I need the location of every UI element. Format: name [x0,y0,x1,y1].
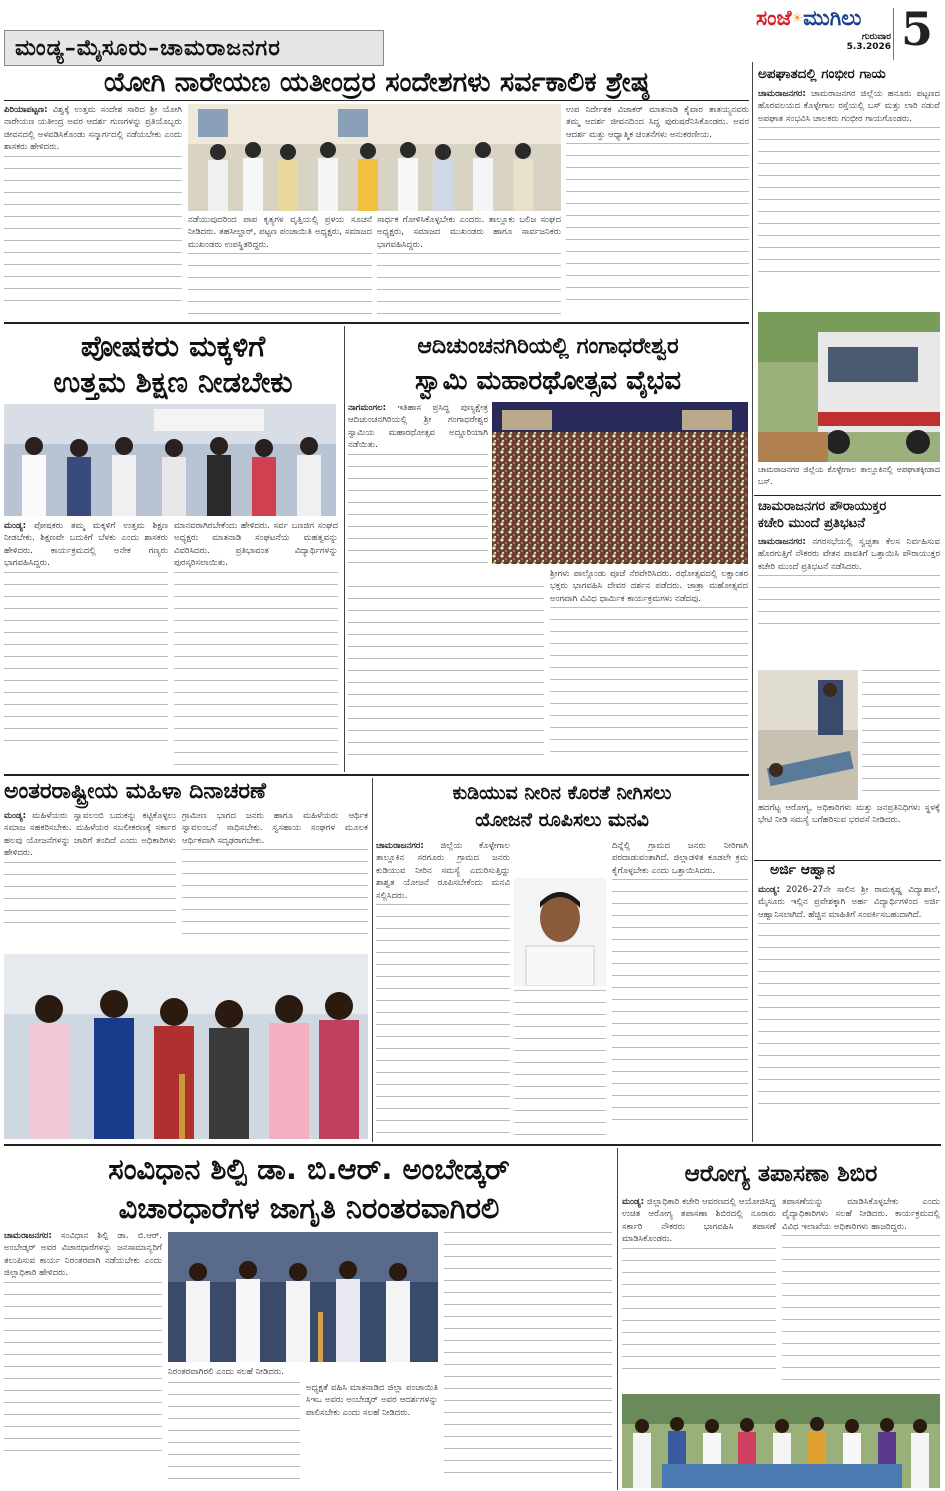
article-1-text-lines [566,143,749,303]
article-2-text-lines [4,572,168,752]
article-8-text-lines [514,990,606,1135]
article-1-text-lines [188,253,372,319]
article-8-text-lines [376,904,510,1134]
article-9-photo [168,1232,438,1362]
divider [754,495,941,496]
article-10-body-2: ತಪಾಸಣೆಯನ್ನು ಮಾಡಿಸಿಕೊಳ್ಳಬೇಕು ಎಂದು ವೈದ್ಯಾಧಿಕಾರಿಗಳು ಸಲಹೆ ನೀಡಿದರು. ಕಾರ್ಯಕ್ರಮದಲ್ಲಿ ವಿವಿಧ ಇಲಾಖೆಯ ಅಧಿಕಾರಿಗಳು ಹಾಜರಿದ್ದರು. [782,1197,940,1232]
article-4-text-lines [758,127,940,277]
article-8-col-1 [376,840,510,1140]
article-2-lead: ಪೋಷಕರು ತಮ್ಮ ಮಕ್ಕಳಿಗೆ ಉತ್ತಮ ಶಿಕ್ಷಣ ನೀಡಬೇಕು. ಶಿಕ್ಷಣವೇ ಬದುಕಿಗೆ ಬೆಳಕು ಎಂದು ಶಾಸಕರು ಹೇಳಿದರು. ಕಾರ್ಯಕ್ರಮದಲ್ಲಿ ಅನೇಕ ಗಣ್ಯರು ಭಾಗವಹಿಸಿದ್ದರು. [4,521,168,569]
article-8-headline-line-1: ಕುಡಿಯುವ ನೀರಿನ ಕೊರತೆ ನೀಗಿಸಲು [452,782,672,804]
article-5-text [758,536,940,666]
article-10-lead: ಜಿಲ್ಲಾಧಿಕಾರಿ ಕಚೇರಿ ಆವರಣದಲ್ಲಿ ಆಯೋಜಿಸಿದ್ದ ಉಚಿತ ಆರೋಗ್ಯ ತಪಾಸಣಾ ಶಿಬಿರದಲ್ಲಿ ನೂರಾರು ಸರ್ಕಾರಿ ನೌಕರರು ಭಾಗವಹಿಸಿ ತಪಾಸಣೆ ಮಾಡಿಸಿಕೊಂಡರು. [622,1197,776,1245]
article-8-lead: ಜಿಲ್ಲೆಯ ಕೊಳ್ಳೇಗಾಲ ತಾಲ್ಲೂಕಿನ ಸರಗೂರು ಗ್ರಾಮದ ಜನರು ಕುಡಿಯುವ ನೀರಿನ ಸಮಸ್ಯೆ ಎದುರಿಸುತ್ತಿದ್ದು ಶಾಶ್ವತ ಯೋಜನೆ ರೂಪಿಸಬೇಕೆಂದು ಮನವಿ ಸಲ್ಲಿಸಿದರು. [376,841,510,901]
article-8-col-3 [612,840,748,1140]
sun-icon: ☀ [791,11,804,27]
article-9-caption: ನಿರಂತರವಾಗಿರಲಿ ಎಂದು ಸಲಹೆ ನೀಡಿದರು. [168,1367,284,1377]
divider [4,1144,941,1146]
section-banner: ಮಂಡ್ಯ–ಮೈಸೂರು–ಚಾಮರಾಜನಗರ [4,30,384,66]
article-5-headline [758,498,940,532]
article-9-text-lines [168,1382,300,1484]
article-2-col-2 [174,520,338,770]
article-10-photo [622,1394,940,1488]
column-divider [372,778,373,1142]
article-7-headline: ಅಂತರರಾಷ್ಟ್ರೀಯ ಮಹಿಳಾ ದಿನಾಚರಣೆ [4,779,267,804]
article-3-col-3 [550,568,748,770]
column-divider [617,1148,618,1490]
article-1-body-3: ನಡೆಯುವುದರಿಂದ ಪಾಪ ಕೃತ್ಯಗಳ ವೃತ್ತಿಯಲ್ಲಿ ಪ್ರಳಯ ಸೂಚನೆ ನೀಡಿದರು. ತಹಸೀಲ್ದಾರ್, ಪಟ್ಟಣ ಪಂಚಾಯಿತಿ ಅಧ್ಯಕ್ಷರು, ಸಮಾಜದ ಮುಖಂಡರು ಉಪಸ್ಥಿತರಿದ್ದರು. [188,215,372,250]
article-9-headline-line-1: ಸಂವಿಧಾನ ಶಿಲ್ಪಿ ಡಾ. ಬಿ.ಆರ್. ಅಂಬೇಡ್ಕರ್ [108,1152,510,1186]
article-3-col-2 [348,586,544,770]
masthead-day: ಗುರುವಾರ [861,32,891,42]
article-5-headline-line-1: ಚಾಮರಾಜನಗರ ಪೌರಾಯುಕ್ತರ [758,499,887,514]
article-3-headline-line-2: ಸ್ವಾಮಿ ಮಹಾರಥೋತ್ಸವ ವೈಭವ [414,366,682,396]
article-3-dateline: ನಾಗಮಂಗಲ: [348,403,387,413]
article-7-col-2 [182,810,368,950]
article-10-text-lines [622,1248,776,1378]
article-8-headline-line-2: ಯೋಜನೆ ರೂಪಿಸಲು ಮನವಿ [475,809,649,831]
article-9-dateline: ಚಾಮರಾಜನಗರ: [4,1231,52,1241]
article-1-col-3 [377,214,561,319]
article-10-text-lines [782,1235,940,1385]
article-10-col-1 [622,1196,776,1390]
article-9-headline-line-2: ವಿಚಾರಧಾರೆಗಳ ಜಾಗೃತಿ ನಿರಂತರವಾಗಿರಲಿ [118,1191,500,1225]
article-1-col-1 [4,104,182,319]
article-1-body-2: ಉಪ ನಿರ್ದೇಶಕ ವಿಜಾಕರ್ ಮಾತನಾಡಿ ಕೈವಾರ ತಾತಯ್ಯನವರು ತಮ್ಮ ಆದರ್ಶ ಜೀವನದಿಂದ ಸಿದ್ಧ ಪುರುಷರೆನಿಸಿಕೊಂಡರು. ಅವರ ಆದರ್ಶ ಮತ್ತು ಆಧ್ಯಾತ್ಮಿಕ ಚಿಂತನೆಗಳು ಅನುಕರಣೀಯ. [566,105,749,140]
article-9-body-2: ಅಧ್ಯಕ್ಷತೆ ವಹಿಸಿ ಮಾತನಾಡಿದ ಜಿಲ್ಲಾ ಪಂಚಾಯಿತಿ ಸಿಇಒ ಅವರು ಅಂಬೇಡ್ಕರ್ ಅವರ ಆದರ್ಶಗಳನ್ನು ಪಾಲಿಸಬೇಕು ಎಂದು ಸಲಹೆ ನೀಡಿದರು. [306,1383,438,1418]
article-3-body-2: ಶ್ರೀಗಳು ಪಾಲ್ಗೊಂಡು ಪೂಜೆ ನೆರವೇರಿಸಿದರು. ರಥೋತ್ಸವದಲ್ಲಿ ಲಕ್ಷಾಂತರ ಭಕ್ತರು ಭಾಗವಹಿಸಿ ದೇವರ ದರ್ಶನ ಪಡೆದರು. ಜಾತ್ರಾ ಮಹೋತ್ಸವದ ಅಂಗವಾಗಿ ವಿವಿಧ ಧಾರ್ಮಿಕ ಕಾರ್ಯಕ್ರಮಗಳು ನಡೆದವು. [550,569,748,604]
article-6-text-lines [758,923,940,1113]
article-5-photo [758,670,858,800]
article-10-headline: ಆರೋಗ್ಯ ತಪಾಸಣಾ ಶಿಬಿರ [684,1161,878,1187]
page-number: 5 [901,2,934,56]
article-2-dateline: ಮಂಡ್ಯ: [4,521,27,531]
divider [4,100,749,101]
masthead-logo [756,6,891,58]
article-1-col-4 [566,104,749,319]
article-9-lead: ಸಂವಿಧಾನ ಶಿಲ್ಪಿ ಡಾ. ಬಿ.ಆರ್. ಅಂಬೇಡ್ಕರ್ ಅವರ ವಿಚಾರಧಾರೆಗಳನ್ನು ಜನಸಾಮಾನ್ಯರಿಗೆ ತಲುಪಿಸುವ ಕಾರ್ಯ ನಿರಂತರವಾಗಿ ನಡೆಯಬೇಕು ಎಂದು ಜಿಲ್ಲಾಧಿಕಾರಿ ಹೇಳಿದರು. [4,1231,162,1279]
logo-part-1: ಸಂಜೆ [756,6,792,30]
article-8-headline [376,780,748,834]
article-9-text-lines [444,1232,612,1484]
article-5-dateline: ಚಾಮರಾಜನಗರ: [758,537,806,547]
article-8-portrait [514,878,606,986]
article-4-headline: ಅಪಘಾತದಲ್ಲಿ ಗಂಭೀರ ಗಾಯ [758,66,886,82]
article-5-lead: ನಗರಸಭೆಯಲ್ಲಿ ಸ್ವಚ್ಛತಾ ಕೆಲಸ ನಿರ್ವಹಿಸುವ ಹೊರಗುತ್ತಿಗೆ ನೌಕರರು ವೇತನ ಪಾವತಿಗೆ ಒತ್ತಾಯಿಸಿ ಪೌರಾಯುಕ್ತರ ಕಚೇರಿ ಮುಂದೆ ಪ್ರತಿಭಟನೆ ನಡೆಸಿದರು. [758,537,940,572]
article-1-text-lines [377,253,561,319]
article-2-headline-line-1: ಪೋಷಕರು ಮಕ್ಕಳಿಗೆ [80,329,266,363]
divider [4,774,749,776]
article-1-photo [188,104,561,211]
article-9-col-2 [168,1382,300,1488]
column-divider [344,326,345,772]
masthead-date: 5.3.2026 [846,42,891,52]
article-5-body-2: ಹದಗೆಟ್ಟ ಆರೋಗ್ಯ, ಅಧಿಕಾರಿಗಳು ಮತ್ತು ಜನಪ್ರತಿನಿಧಿಗಳು ಸ್ಥಳಕ್ಕೆ ಭೇಟಿ ನೀಡಿ ಸಮಸ್ಯೆ ಬಗೆಹರಿಸುವ ಭರವಸೆ ನೀಡಿದರು. [758,803,940,826]
article-5-side-text [862,670,940,800]
article-3-headline-line-1: ಆದಿಚುಂಚನಗಿರಿಯಲ್ಲಿ ಗಂಗಾಧರೇಶ್ವರ [417,334,679,359]
article-7-text-lines [182,849,368,944]
article-4-caption: ಚಾಮರಾಜನಗರ ಜಿಲ್ಲೆಯ ಕೊಳ್ಳೇಗಾಲ ತಾಲ್ಲೂಕಿನಲ್ಲಿ ಅಪಘಾತಕ್ಕೀಡಾದ ಬಸ್. [758,465,940,487]
article-2-text-lines [174,572,338,770]
article-1-body-4: ಸಾರ್ಥಕ ಗೋಳಿಸಿಕೊಳ್ಳಬೇಕು ಎಂದರು. ತಾಲ್ಲೂಕು ಬಲಿಜ ಸಂಘದ ಅಧ್ಯಕ್ಷರು, ಸಮಾಜದ ಮುಖಂಡರು ಹಾಗೂ ಸಾರ್ವಜನಿಕರು ಭಾಗವಹಿಸಿದ್ದರು. [377,215,561,250]
article-7-dateline: ಮಂಡ್ಯ: [4,811,27,821]
article-2-photo [4,404,336,516]
article-8-col-2 [514,990,606,1140]
divider [754,860,941,861]
article-3-text-lines [550,607,748,757]
article-2-col-1 [4,520,168,770]
article-5-headline-line-2: ಕಚೇರಿ ಮುಂದೆ ಪ್ರತಿಭಟನೆ [758,516,865,531]
article-9-col-4 [444,1232,612,1488]
masthead-divider [893,8,894,60]
article-5-text-lines [758,575,940,635]
article-10-col-2 [782,1196,940,1390]
article-5-text-lines [862,670,940,795]
divider [4,322,749,324]
article-7-text-lines [4,862,176,932]
article-4-dateline: ಚಾಮರಾಜನಗರ: [758,89,806,99]
article-3-text-lines [348,454,488,564]
article-7-lead: ಮಹಿಳೆಯರು ಸ್ವಾವಲಂಬಿ ಬದುಕನ್ನು ಕಟ್ಟಿಕೊಳ್ಳಲು ಸಮಾಜ ಸಹಕರಿಸಬೇಕು. ಮಹಿಳೆಯರ ಸಬಲೀಕರಣಕ್ಕೆ ಸರ್ಕಾರ ಹಲವು ಯೋಜನೆಗಳನ್ನು ಜಾರಿಗೆ ತಂದಿದೆ ಎಂದು ಅಧಿಕಾರಿಗಳು ಹೇಳಿದರು. [4,811,176,859]
article-2-body-2: ಮಾನವರಾಗಿರಬೇಕೆಂದು ಹೇಳಿದರು. ಸರ್ವ ಬಣಜಿಗ ಸಂಘದ ಅಧ್ಯಕ್ಷರು ಮಾತನಾಡಿ ಸಂಘಟನೆಯ ಮಹತ್ವವನ್ನು ವಿವರಿಸಿದರು. ಪ್ರತಿಭಾವಂತ ವಿದ್ಯಾರ್ಥಿಗಳನ್ನು ಪುರಸ್ಕರಿಸಲಾಯಿತು. [174,521,338,569]
article-8-dateline: ಚಾಮರಾಜನಗರ: [376,841,424,851]
article-9-headline [4,1150,614,1228]
article-7-body-2: ಗ್ರಾಮೀಣ ಭಾಗದ ಜನರು ಹಾಗೂ ಮಹಿಳೆಯರು ಆರ್ಥಿಕ ಸ್ವಾವಲಂಬನೆ ಸಾಧಿಸಬೇಕು. ಸ್ವಸಹಾಯ ಸಂಘಗಳ ಮೂಲಕ ಆರ್ಥಿಕವಾಗಿ ಸದೃಢರಾಗಬೇಕು. [182,811,368,846]
article-1-col-2 [188,214,372,319]
article-9-text-lines [4,1282,162,1462]
article-3-col-1 [348,402,488,582]
column-divider [752,62,753,1142]
article-6-lead: 2026–27ನೇ ಸಾಲಿನ ಶ್ರೀ ರಾಮಕೃಷ್ಣ ವಿದ್ಯಾಶಾಲೆ, ಮೈಸೂರು ಇಲ್ಲಿನ ಪ್ರವೇಶಕ್ಕಾಗಿ ಅರ್ಹ ವಿದ್ಯಾರ್ಥಿಗಳಿಂದ ಅರ್ಜಿ ಆಹ್ವಾನಿಸಲಾಗಿದೆ. ಹೆಚ್ಚಿನ ಮಾಹಿತಿಗೆ ಸಂಪರ್ಕಿಸಬಹುದಾಗಿದೆ. [758,885,940,920]
article-4-photo [758,312,940,462]
article-4-lead: ಚಾಮರಾಜನಗರ ಜಿಲ್ಲೆಯ ಹನೂರು ಪಟ್ಟಣದ ಹೊರವಲಯದ ಕೊಳ್ಳೇಗಾಲ ರಸ್ತೆಯಲ್ಲಿ ಬಸ್ ಮತ್ತು ಲಾರಿ ನಡುವೆ ಅಪಘಾತ ಸಂಭವಿಸಿ ಚಾಲಕರು ಗಂಭೀರ ಗಾಯಗೊಂಡರು. [758,89,940,124]
article-9-col-1 [4,1230,162,1488]
article-8-text-lines [612,879,748,1129]
article-1-dateline: ಪಿರಿಯಾಪಟ್ಟಣ: [4,105,48,115]
article-1-text-lines [4,156,182,306]
article-1-headline: ಯೋಗಿ ನಾರೇಯಣ ಯತೀಂದ್ರರ ಸಂದೇಶಗಳು ಸರ್ವಕಾಲಿಕ ಶ್ರೇಷ್ಠ [103,67,650,98]
article-7-col-1 [4,810,176,950]
article-6-text [758,884,940,1139]
article-7-photo [4,954,368,1139]
article-3-lead: ಇತಿಹಾಸ ಪ್ರಸಿದ್ಧ ಪುಣ್ಯಕ್ಷೇತ್ರ ಆದಿಚುಂಚನಗಿರಿಯಲ್ಲಿ ಶ್ರೀ ಗಂಗಾಧರೇಶ್ವರ ಸ್ವಾಮಿಯ ಮಹಾರಥೋತ್ಸವ ಅದ್ದೂರಿಯಾಗಿ ನಡೆಯಿತು. [348,403,488,451]
article-4-text [758,88,940,310]
article-2-headline-line-2: ಉತ್ತಮ ಶಿಕ್ಷಣ ನೀಡಬೇಕು [53,365,293,399]
article-3-text-lines [348,586,544,766]
article-2-headline [4,328,342,400]
article-6-dateline: ಮಂಡ್ಯ: [758,885,781,895]
article-10-dateline: ಮಂಡ್ಯ: [622,1197,645,1207]
article-8-body-2: ದಿನ್ನೆಲ್ಲಿ ಗ್ರಾಮದ ಜನರು ನೀರಿಗಾಗಿ ಪರದಾಡುವಂತಾಗಿದೆ. ಜಿಲ್ಲಾಡಳಿತ ಕೂಡಲೇ ಕ್ರಮ ಕೈಗೊಳ್ಳಬೇಕು ಎಂದು ಒತ್ತಾಯಿಸಿದರು. [612,841,748,876]
article-1-lead: ವಿಶ್ವಕ್ಕೆ ಉತ್ತಮ ಸಂದೇಶ ಸಾರಿದ ಶ್ರೀ ಯೋಗಿ ನಾರೇಯಣ ಯತೀಂದ್ರ ಅವರ ಆದರ್ಶ ಗುಣಗಳನ್ನು ಪ್ರತಿಯೊಬ್ಬರು ಜೀವನದಲ್ಲಿ ಅಳವಡಿಸಿಕೊಂಡು ಸನ್ಮಾರ್ಗದಲ್ಲಿ ನಡೆಯಬೇಕು ಎಂದು ಶಾಸಕರು ಹೇಳಿದರು. [4,105,182,153]
article-6-headline: ಅರ್ಜಿ ಆಹ್ವಾನ [770,862,835,878]
article-3-headline [348,330,748,398]
article-9-col-3 [306,1382,438,1488]
article-3-photo [492,402,748,564]
logo-part-2: ಮುಗಿಲು [803,6,862,30]
